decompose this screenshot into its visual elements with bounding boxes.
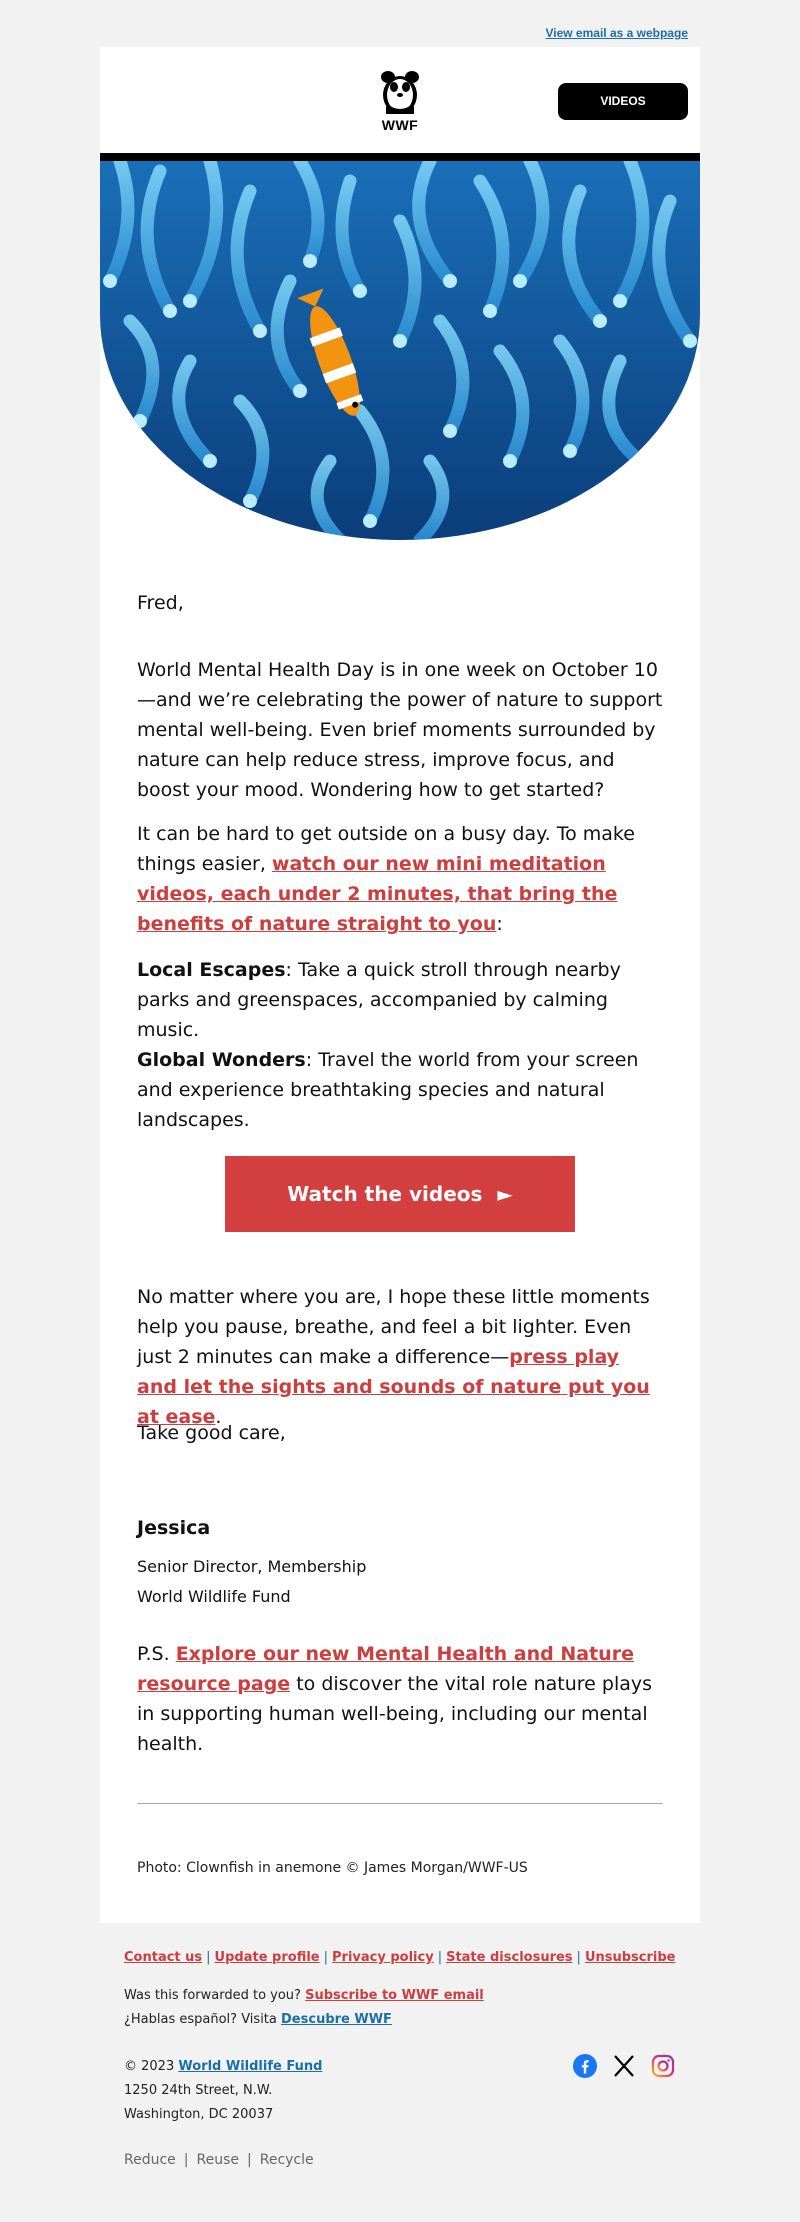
forwarded-text: Was this forwarded to you? — [124, 1988, 306, 2003]
press-play-link[interactable]: press play and let the sights and sounds of nature put you at ease — [137, 1346, 650, 1428]
header-divider — [100, 153, 700, 161]
ps-label: P.S. — [137, 1643, 176, 1665]
signature-title: Senior Director, Membership — [137, 1557, 367, 1576]
separator: | — [247, 2152, 252, 2168]
email-header — [100, 47, 700, 153]
wwf-logo[interactable] — [372, 69, 428, 133]
paragraph-1: World Mental Health Day is in one week on October 10—and we’re celebrating the power of nature to support mental well-being. Even brief moments surrounded by nature can help reduce stress, improve focus, and boost your mood. Wondering how to get started? — [137, 659, 663, 801]
meditation-videos-link[interactable]: watch our new mini meditation videos, each under 2 minutes, that bring the benefits of nature straight to you — [137, 853, 618, 935]
spanish-text: ¿Hablas español? Visita — [124, 2012, 282, 2027]
separator: | — [206, 1950, 211, 1965]
watch-videos-button[interactable] — [225, 1156, 575, 1232]
state-disclosures-link[interactable]: State disclosures — [446, 1950, 573, 1965]
spanish-line — [124, 2012, 684, 2027]
paragraph-2-end: : — [496, 913, 503, 935]
copyright-line — [124, 2059, 684, 2074]
privacy-policy-link[interactable]: Privacy policy — [332, 1950, 434, 1965]
copyright-text: © 2023 — [124, 2059, 179, 2074]
global-wonders-text: : Travel the world from your screen and experience breathtaking species and natural landscapes. — [137, 1049, 639, 1131]
subscribe-link[interactable]: Subscribe to WWF email — [305, 1988, 484, 2003]
videos-button[interactable]: VIDEOS — [558, 83, 688, 120]
separator: | — [323, 1950, 328, 1965]
hero-image — [100, 161, 700, 540]
reuse-text: Reuse — [196, 2152, 240, 2168]
separator: | — [437, 1950, 443, 1965]
local-escapes-title: Local Escapes — [137, 959, 286, 981]
email-card — [100, 47, 700, 1923]
escapes-list — [137, 955, 663, 1135]
local-escapes-text: : Take a quick stroll through nearby parks and greenspaces, accompanied by calming music. — [137, 959, 621, 1041]
global-wonders-item — [137, 1045, 663, 1135]
logo-text: WWF — [381, 117, 419, 133]
unsubscribe-link[interactable]: Unsubscribe — [584, 1950, 676, 1965]
paragraph-3-end: . — [215, 1406, 222, 1428]
address-line-1: 1250 24th Street, N.W. — [124, 2083, 273, 2098]
ps-text: to discover the vital role nature plays in supporting human well-being, including our mental health. — [137, 1673, 653, 1755]
recycle-text: Recycle — [259, 2152, 314, 2168]
reduce-reuse-recycle — [124, 2152, 314, 2168]
forwarded-line — [124, 1988, 684, 2003]
address-line-2: Washington, DC 20037 — [124, 2107, 274, 2122]
greeting: Fred, — [137, 592, 184, 614]
separator: | — [183, 2152, 189, 2168]
reduce-text: Reduce — [124, 2152, 176, 2168]
paragraph-2 — [137, 819, 663, 939]
watch-videos-label: Watch the videos — [287, 1182, 483, 1206]
view-as-webpage-link[interactable]: View email as a webpage — [545, 26, 688, 40]
wwf-home-link[interactable]: World Wildlife Fund — [178, 2059, 323, 2074]
separator: | — [576, 1950, 581, 1965]
facebook-icon[interactable] — [573, 2054, 597, 2078]
global-wonders-title: Global Wonders — [137, 1049, 306, 1071]
clownfish-anemone-image — [100, 161, 700, 540]
update-profile-link[interactable]: Update profile — [214, 1950, 320, 1965]
paragraph-3 — [137, 1282, 663, 1432]
x-icon[interactable] — [612, 2054, 636, 2078]
footer-links — [124, 1950, 684, 1965]
panda-icon — [378, 69, 422, 115]
signature-org: World Wildlife Fund — [137, 1587, 291, 1606]
photo-credit: Photo: Clownfish in anemone © James Morgan/WWF-US — [137, 1860, 528, 1876]
signature-name: Jessica — [137, 1517, 211, 1539]
play-arrow-icon: ► — [497, 1182, 513, 1206]
contact-us-link[interactable]: Contact us — [124, 1950, 203, 1965]
paragraph-2-text: It can be hard to get outside on a busy day. To make things easier, — [137, 823, 635, 875]
local-escapes-item — [137, 955, 663, 1045]
content-divider — [137, 1803, 663, 1804]
postscript — [137, 1639, 663, 1759]
descubre-wwf-link[interactable]: Descubre WWF — [281, 2012, 392, 2027]
paragraph-3-text: No matter where you are, I hope these little moments help you pause, breathe, and feel a bit lighter. Even just 2 minutes can make a difference— — [137, 1286, 650, 1368]
instagram-icon[interactable] — [651, 2054, 675, 2078]
closing: Take good care, — [137, 1422, 286, 1444]
resource-page-link[interactable]: Explore our new Mental Health and Nature resource page — [137, 1643, 634, 1695]
